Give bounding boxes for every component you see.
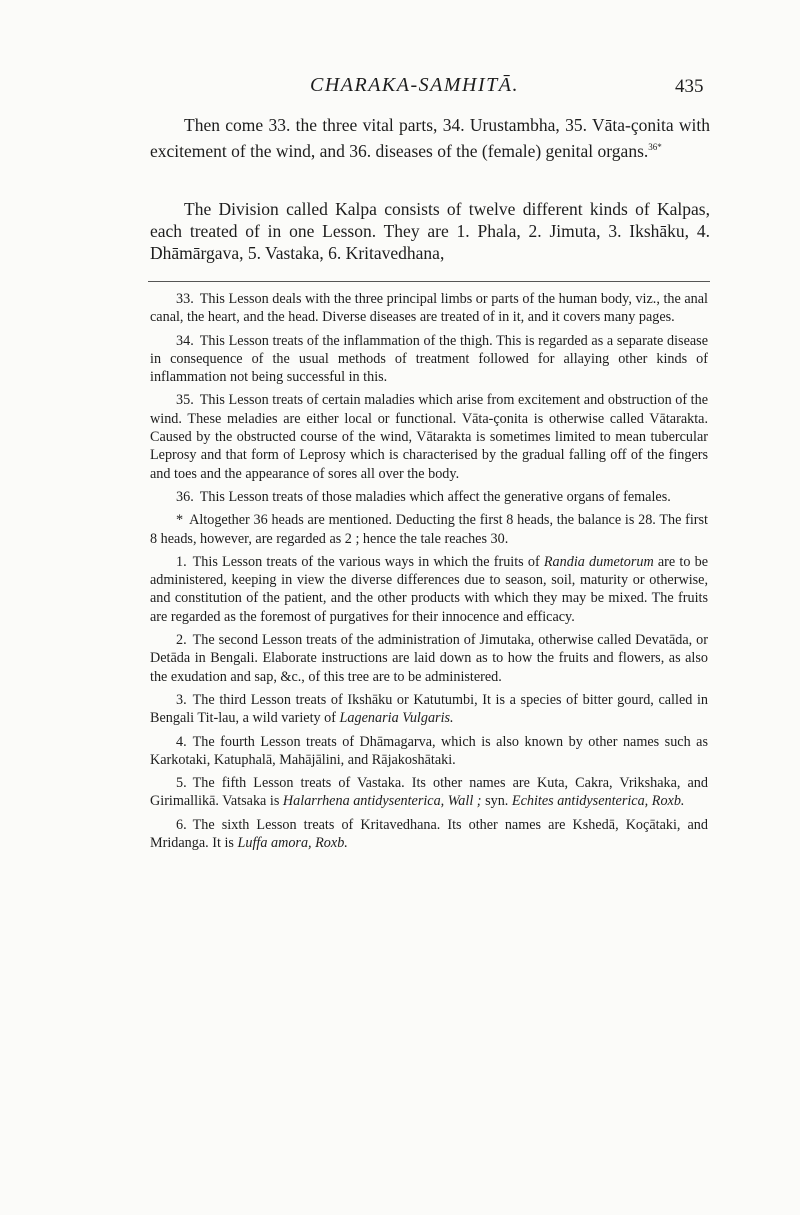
footnote-34 <box>150 332 708 387</box>
footnote-text: This Lesson treats of those maladies which affect the generative organs of females. <box>199 488 671 505</box>
main-text-2: The Division called Kalpa consists of twelve different kinds of Kalpas, each treated of in one Lesson. They are 1. Phala, 2. Jimuta, 3. Ikshāku, 4. Dhāmārgava, 5. Vastaka, 6. Kritavedhana, <box>150 199 710 263</box>
footnote-ref: 36* <box>648 142 662 152</box>
footnote-36 <box>150 488 708 506</box>
footnote-label: 4. <box>176 733 187 750</box>
footnote-label: 1. <box>176 553 187 570</box>
botanical-name: Randia dumetorum <box>543 553 654 570</box>
botanical-synonym: Echites antidysenterica, Roxb. <box>511 793 685 810</box>
running-header: CHARAKA-SAMHITĀ. <box>310 74 519 96</box>
footnote-text: are to be administered, keeping in view the diverse differences due to season, soil, maturity or otherwise, and constitution of the patient, and the other products with which they may be mixed. The fruits are regarded as the foremost of purgatives for their innocence and efficacy. <box>150 553 708 625</box>
botanical-name: Luffa amora, Roxb. <box>237 835 348 852</box>
footnote-label: 36. <box>176 488 194 505</box>
footnote-text: This Lesson deals with the three principal limbs or parts of the human body, viz., the anal canal, the heart, and the head. Diverse diseases are treated of in it, and it covers many pages. <box>150 291 708 326</box>
footnote-label: 33. <box>176 291 194 307</box>
footnote-asterisk <box>150 511 708 548</box>
footnote-divider <box>148 281 710 282</box>
footnote-label: 6. <box>176 816 187 833</box>
footnote-text: Altogether 36 heads are mentioned. Deducting the first 8 heads, the balance is 28. The first 8 heads, however, are regarded as 2 ; hence the tale reaches 30. <box>150 512 708 547</box>
footnote-6 <box>150 816 708 853</box>
footnote-2 <box>150 631 708 686</box>
footnote-3 <box>150 691 708 728</box>
footnote-text: The third Lesson treats of Ikshāku or Katutumbi, It is a species of bitter gourd, called in Bengali Tit-lau, a wild variety of <box>150 691 708 727</box>
footnote-label: 34. <box>176 332 194 349</box>
footnote-label: * <box>176 512 184 529</box>
page-number: 435 <box>675 76 704 97</box>
footnote-text: The fifth Lesson treats of Vastaka. Its other names are Kuta, Cakra, Vrikshaka, and Girimallikā. Vatsaka is <box>150 775 708 810</box>
botanical-name: Lagenaria Vulgaris. <box>339 710 454 727</box>
footnote-5 <box>150 774 708 811</box>
footnote-label: 35. <box>176 392 194 409</box>
main-text-1: Then come 33. the three vital parts, 34. Urustambha, 35. Vāta-çonita with excitement of the wind, and 36. diseases of the (female) genital organs. <box>150 115 710 161</box>
footnote-33 <box>150 290 708 327</box>
footnote-1 <box>150 553 708 626</box>
main-paragraph-1 <box>150 114 710 162</box>
footnote-label: 2. <box>176 632 187 649</box>
footnote-text: This Lesson treats of the various ways in which the fruits of <box>192 553 544 570</box>
footnote-text: The sixth Lesson treats of Kritavedhana. Its other names are Kshedā, Koçātaki, and Mridanga. It is <box>150 816 708 852</box>
footnote-text: The second Lesson treats of the administration of Jimutaka, otherwise called Devatāda, or Detāda in Bengali. Elaborate instructions are laid down as to how the fruits and flowers, as also the exudation and sap, &c., of this tree are to be administered. <box>150 632 708 685</box>
footnote-4 <box>150 733 708 770</box>
main-paragraph-2 <box>150 198 710 264</box>
footnote-text: syn. <box>481 793 512 810</box>
footnote-label: 5. <box>176 775 187 792</box>
footnote-text: This Lesson treats of the inflammation of the thigh. This is regarded as a separate disease in consequence of the usual methods of treatment followed for allaying other kinds of inflammation not being successful in this. <box>150 332 708 386</box>
botanical-name: Halarrhena antidysenterica, Wall ; <box>282 793 482 810</box>
footnotes <box>150 290 708 857</box>
footnote-text: This Lesson treats of certain maladies which arise from excitement and obstruction of the wind. These meladies are either local or functional. Vāta-çonita is otherwise called Vātarakta. Caused by the obstructed course of the wind, Vātarakta is sometimes limited to mean tubercular Leprosy and that form of Leprosy which is characterised by the gradual falling off of the fingers and toes and the appearance of sores all over the body. <box>150 392 708 482</box>
footnote-35 <box>150 391 708 482</box>
footnote-text: The fourth Lesson treats of Dhāmagarva, which is also known by other names such as Karkotaki, Katuphalā, Mahājālini, and Rājakoshātaki. <box>150 733 708 768</box>
footnote-label: 3. <box>176 691 187 708</box>
